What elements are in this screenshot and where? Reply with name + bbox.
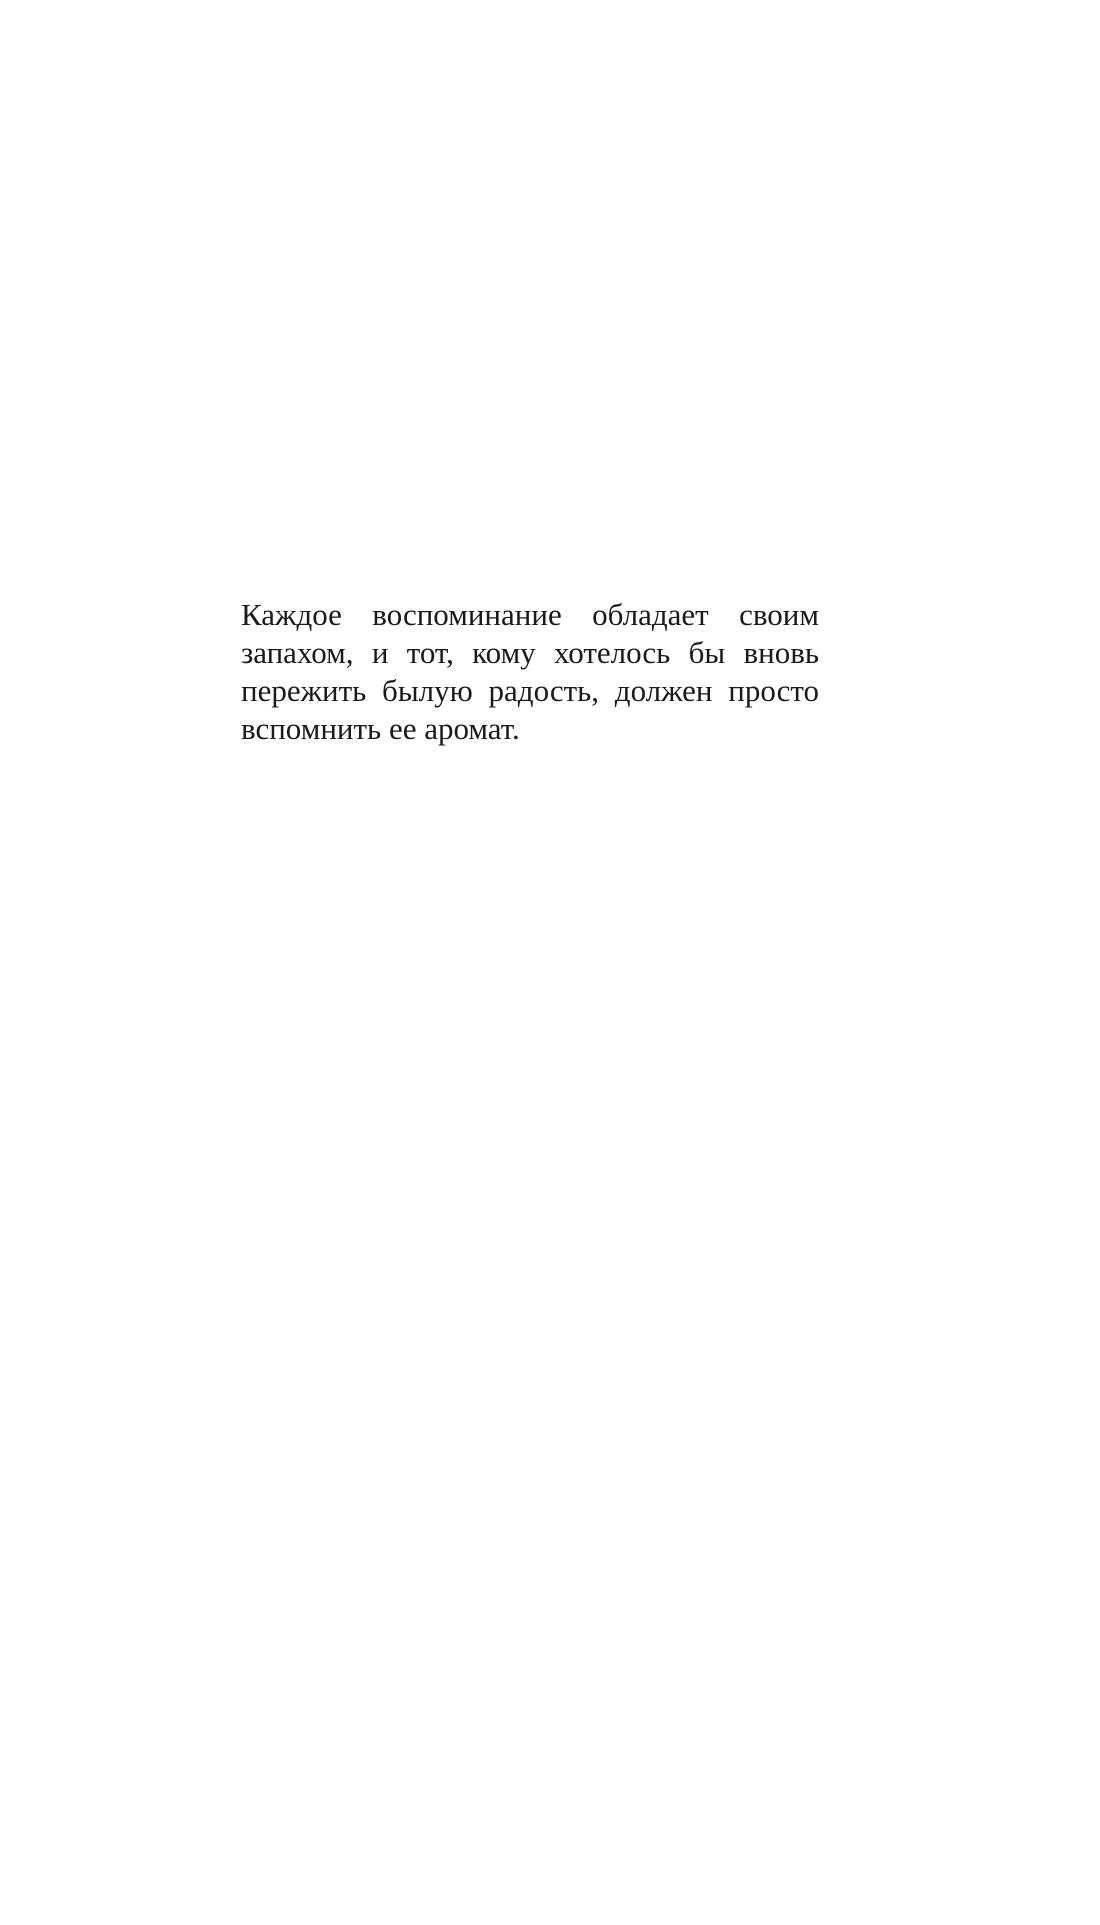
epigraph-line: пережить былую радость, должен просто (241, 673, 819, 708)
epigraph-line: вспомнить ее аромат. (241, 711, 520, 746)
epigraph-line: Каждое воспоминание обладает своим (241, 597, 819, 632)
epigraph-text (241, 596, 819, 748)
epigraph-line: запахом, и тот, кому хотелось бы вновь (241, 635, 819, 670)
